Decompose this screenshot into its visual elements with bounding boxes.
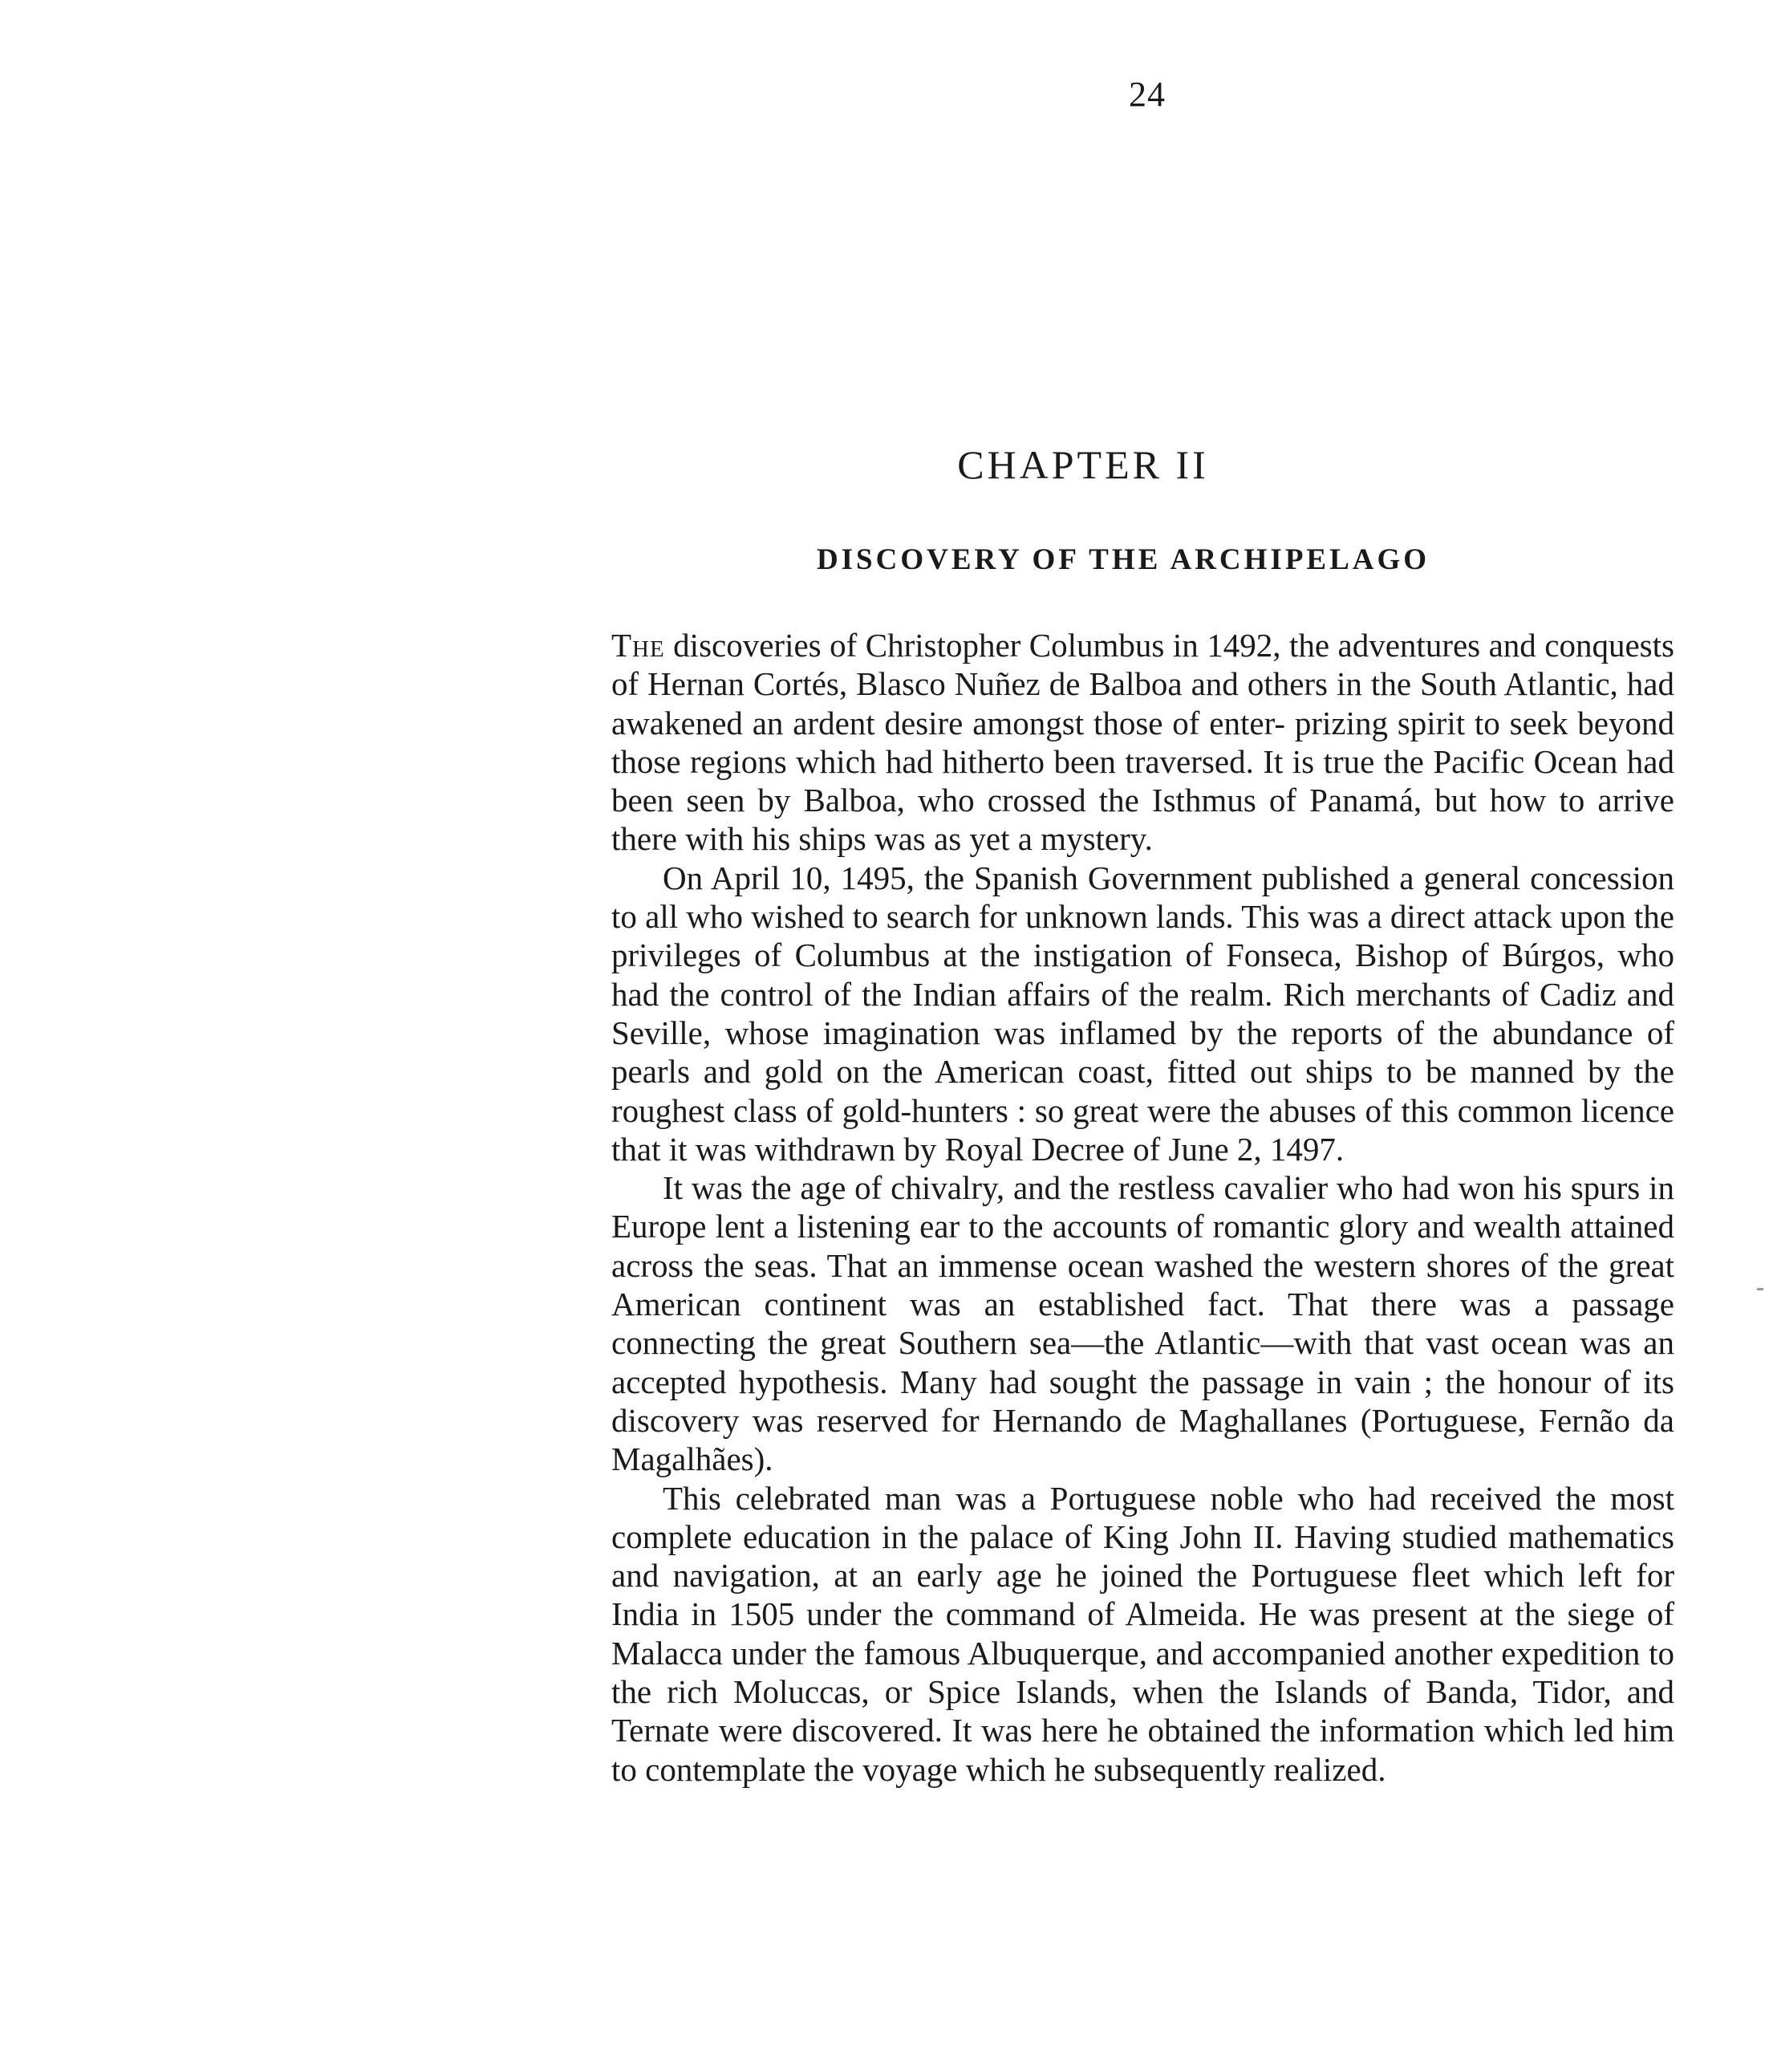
- paragraph: [611, 859, 1674, 1168]
- paragraph-text: It was the age of chivalry, and the restless cavalier who had won his spurs in Europe lent a listening ear to the accounts of romantic glory and wealth attained across the seas. That an immense ocean washed the western shores of the great American continent was an established fact. That there was a passage connecting the great Southern sea—the Atlantic—with that vast ocean was an accepted hypothesis. Many had sought the passage in vain ; the honour of its discovery was reserved for Hernando de Maghallanes (Portuguese, Fernão da Magalhães).: [611, 1169, 1674, 1478]
- paragraph-text: discoveries of Christopher Columbus in 1492, the adventures and conquests of Hernan Cortés, Blasco Nuñez de Balboa and others in the South Atlantic, had awakened an ardent desire amongst those of enter- prizing spirit to seek beyond those regions which had hitherto been traversed. It is true the Pacific Ocean had been seen by Balboa, who crossed the Isthmus of Panamá, but how to arrive there with his ships was as yet a mystery.: [611, 627, 1674, 858]
- paragraph-text: On April 10, 1495, the Spanish Government published a general concession to all who wished to search for unknown lands. This was a direct attack upon the privileges of Columbus at the instigation of Fonseca, Bishop of Búrgos, who had the control of the Indian affairs of the realm. Rich merchants of Cadiz and Seville, whose imagination was inflamed by the reports of the abundance of pearls and gold on the American coast, fitted out ships to be manned by the roughest class of gold-hunters : so great were the abuses of this common licence that it was withdrawn by Royal Decree of June 2, 1497.: [611, 859, 1674, 1168]
- chapter-subtitle: DISCOVERY OF THE ARCHIPELAGO: [816, 543, 1430, 576]
- paragraph: [611, 1168, 1674, 1478]
- chapter-body: [611, 626, 1674, 1789]
- paragraph-lead-word: The: [611, 627, 665, 664]
- scan-margin-mark: [1757, 1288, 1763, 1290]
- page-number: 24: [1129, 75, 1166, 114]
- paragraph-text: This celebrated man was a Portuguese noble who had received the most complete education in the palace of King John II. Having studied mathematics and navigation, at an early age he joined the Portuguese fleet which left for India in 1505 under the command of Almeida. He was present at the siege of Malacca under the famous Albuquerque, and accompanied another expedition to the rich Moluccas, or Spice Islands, when the Islands of Banda, Tidor, and Ternate were discovered. It was here he obtained the information which led him to contemplate the voyage which he subsequently realized.: [611, 1479, 1674, 1788]
- paragraph: [611, 626, 1674, 859]
- chapter-heading: CHAPTER II: [957, 442, 1209, 487]
- paragraph: [611, 1479, 1674, 1789]
